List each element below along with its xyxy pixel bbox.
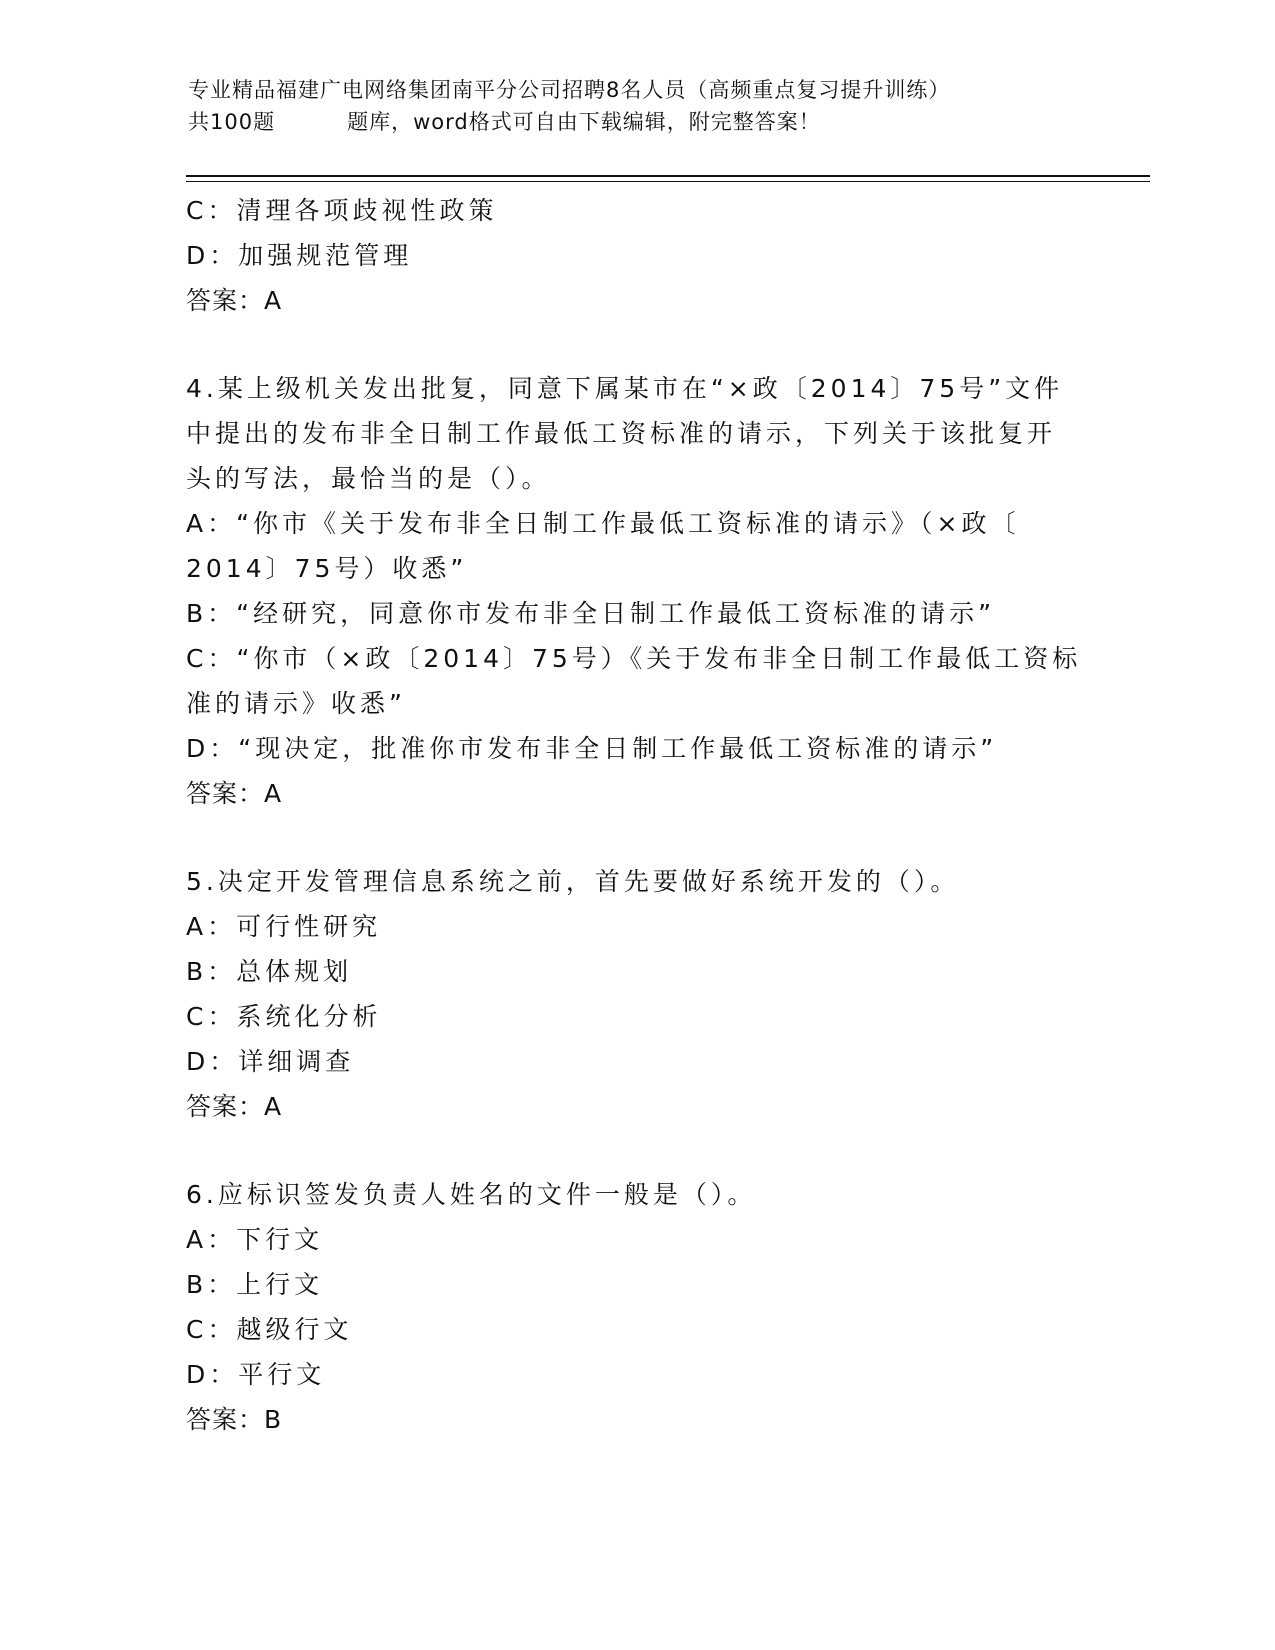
option-d: D：平行文 [186,1360,326,1389]
header-count: 共100题 [188,110,276,134]
answer-line: 答案：A [186,779,283,808]
question-5 [186,859,1086,1129]
question-4 [186,366,1086,816]
option-c-continued: 准的请示》收悉” [186,689,406,718]
question-3-tail [186,188,1086,323]
header-rule-thin [186,181,1150,182]
answer-line: 答案：A [186,286,283,315]
option-d: D：加强规范管理 [186,241,413,270]
option-d: D：“现决定，批准你市发布非全日制工作最低工资标准的请示” [186,734,998,763]
answer-line: 答案：A [186,1092,283,1121]
option-b: B：上行文 [186,1270,324,1299]
question-6 [186,1172,1086,1442]
option-b: B：“经研究，同意你市发布非全日制工作最低工资标准的请示” [186,599,996,628]
header-subtitle [188,106,1108,138]
question-stem: 中提出的发布非全日制工作最低工资标准的请示，下列关于该批复开 [186,419,1057,448]
option-c: C：越级行文 [186,1315,353,1344]
option-c: C：“你市（×政〔2014〕75号）《关于发布非全日制工作最低工资标 [186,644,1082,673]
header-note: 题库，word格式可自由下载编辑，附完整答案！ [347,110,821,134]
question-stem: 4.某上级机关发出批复，同意下属某市在“×政〔2014〕75号”文件 [186,374,1064,403]
header-title: 专业精品福建广电网络集团南平分公司招聘8名人员（高频重点复习提升训练） [188,78,951,102]
option-d: D：详细调查 [186,1047,355,1076]
option-c: C：系统化分析 [186,1002,382,1031]
option-a: A：“你市《关于发布非全日制工作最低工资标准的请示》（×政〔 [186,509,1020,538]
option-a: A：可行性研究 [186,912,382,941]
question-content [186,188,1086,1442]
option-b: B：总体规划 [186,957,353,986]
option-a-continued: 2014〕75号）收悉” [186,554,468,583]
answer-line: 答案：B [186,1405,283,1434]
header-rule-thick [186,175,1150,177]
page-header [188,74,1108,138]
option-a: A：下行文 [186,1225,324,1254]
question-stem: 5.决定开发管理信息系统之前，首先要做好系统开发的（）。 [186,867,960,896]
question-stem: 头的写法，最恰当的是（）。 [186,464,551,493]
option-c: C：清理各项歧视性政策 [186,196,498,225]
question-stem: 6.应标识签发负责人姓名的文件一般是（）。 [186,1180,757,1209]
